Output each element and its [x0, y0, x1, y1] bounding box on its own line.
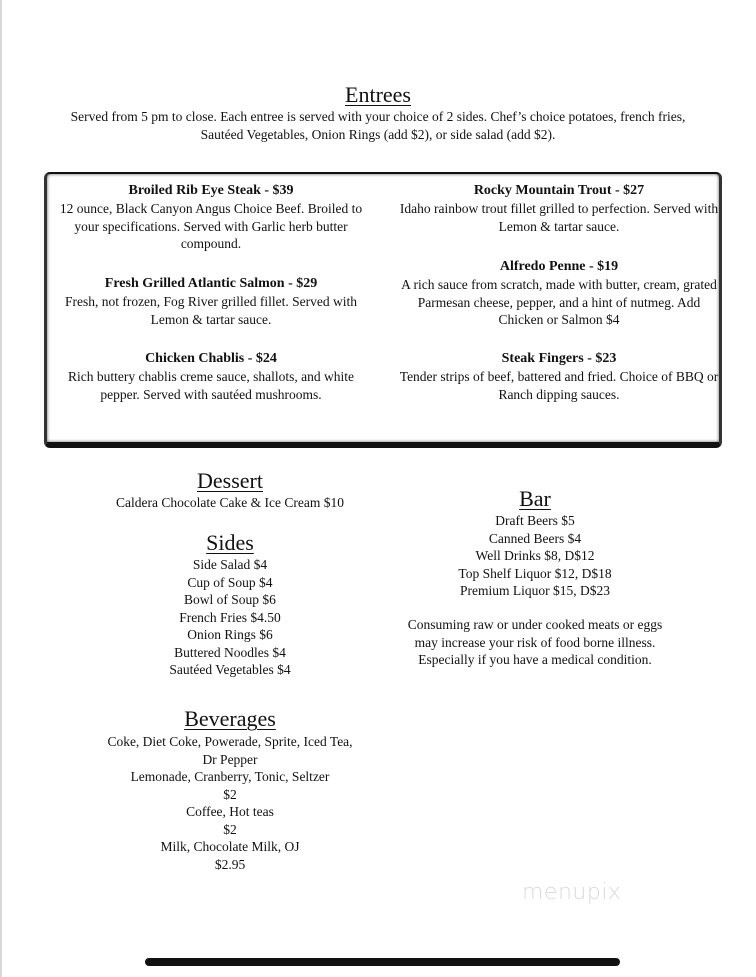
menu-item: [399, 350, 719, 403]
dessert-heading: Dessert: [197, 468, 263, 493]
beverages-list: [80, 733, 380, 873]
entrees-description: Served from 5 pm to close. Each entree is served with your choice of 2 sides. Chef’s choice potatoes, french fries, Sautéed Vegetables, Onion Rings (add $2), or side salad (add $2).: [70, 109, 686, 142]
menu-item: [51, 275, 371, 328]
sides-list: [110, 556, 350, 679]
beverages-heading: Beverages: [184, 706, 276, 731]
list-item: Top Shelf Liquor $12, D$18: [458, 565, 612, 581]
list-item: Onion Rings $6: [187, 627, 273, 642]
menu-item-description: Tender strips of beef, battered and fried. Choice of BBQ or Ranch dipping sauces.: [399, 369, 719, 402]
list-item: Sautéed Vegetables $4: [169, 662, 291, 677]
list-item: French Fries $4.50: [179, 609, 281, 625]
home-indicator-bar[interactable]: [145, 958, 620, 966]
list-item: Premium Liquor $15, D$23: [460, 583, 610, 598]
list-item: Canned Beers $4: [488, 530, 582, 546]
list-item: $2: [223, 786, 237, 802]
dessert-list: [60, 494, 400, 512]
menu-item-name: Rocky Mountain Trout - $27: [473, 183, 645, 198]
list-item: Cup of Soup $4: [187, 574, 273, 590]
list-item: Buttered Noodles $4: [174, 644, 286, 660]
entrees-heading: Entrees: [345, 82, 411, 107]
list-item: $2: [223, 821, 237, 837]
list-item: Dr Pepper: [202, 751, 258, 767]
menu-item-description: 12 ounce, Black Canyon Angus Choice Beef. Broiled to your specifications. Served with Garlic herb butter compound.: [59, 201, 363, 251]
list-item: Caldera Chocolate Cake & Ice Cream $10: [116, 495, 344, 510]
menu-item: [399, 182, 719, 235]
menu-item-name: Steak Fingers - $23: [501, 351, 617, 366]
menu-item-name: Broiled Rib Eye Steak - $39: [128, 183, 294, 198]
list-item: Bowl of Soup $6: [184, 592, 276, 607]
list-item: Coke, Diet Coke, Powerade, Sprite, Iced Tea,: [107, 734, 353, 749]
menu-item: [51, 182, 371, 253]
menu-item-description: Idaho rainbow trout fillet grilled to perfection. Served with Lemon & tartar sauce.: [399, 201, 719, 234]
list-item: Lemonade, Cranberry, Tonic, Seltzer: [130, 769, 330, 784]
food-safety-note: Consuming raw or under cooked meats or eggs may increase your risk of food borne illness. Especially if you have a medical condition.: [407, 617, 663, 667]
list-item: Coffee, Hot teas: [186, 804, 274, 819]
menu-item-name: Chicken Chablis - $24: [145, 351, 277, 366]
list-item: $2.95: [214, 856, 246, 872]
bar-heading: Bar: [519, 486, 551, 511]
page-edge: [0, 0, 2, 977]
list-item: Well Drinks $8, D$12: [475, 548, 595, 563]
watermark-logo: menupix: [522, 880, 622, 905]
menu-item: [399, 258, 719, 329]
list-item: Side Salad $4: [192, 557, 268, 572]
list-item: Milk, Chocolate Milk, OJ: [160, 839, 300, 854]
sides-heading: Sides: [206, 530, 254, 555]
menu-item-name: Fresh Grilled Atlantic Salmon - $29: [104, 276, 318, 291]
menu-item-description: Fresh, not frozen, Fog River grilled fillet. Served with Lemon & tartar sauce.: [64, 294, 358, 327]
bar-list: [420, 512, 650, 600]
entrees-box: [44, 172, 722, 448]
menu-item-name: Alfredo Penne - $19: [499, 259, 619, 274]
menu-item-description: Rich buttery chablis creme sauce, shallots, and white pepper. Served with sautéed mushrooms.: [67, 369, 355, 402]
menu-item: [51, 350, 371, 403]
list-item: Draft Beers $5: [495, 513, 575, 528]
menu-item-description: A rich sauce from scratch, made with butter, cream, grated Parmesan cheese, pepper, and a hint of nutmeg. Add Chicken or Salmon $4: [401, 277, 717, 327]
